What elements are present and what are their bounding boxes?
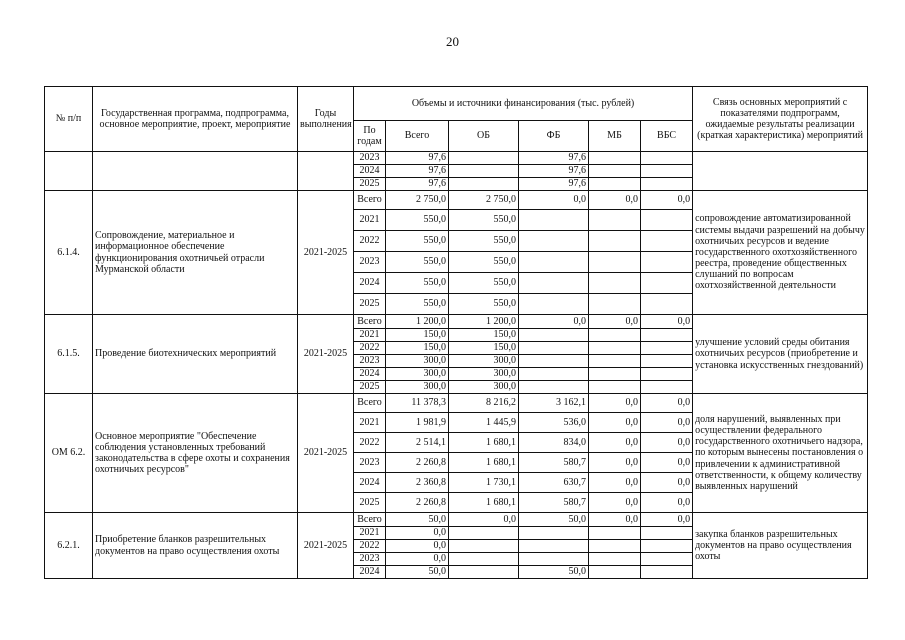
header-vbs: ВБС bbox=[641, 121, 693, 152]
year-cell: 2025 bbox=[354, 178, 386, 191]
total-cell: 300,0 bbox=[386, 381, 449, 394]
mb-cell: 0,0 bbox=[589, 493, 641, 513]
fb-cell: 536,0 bbox=[519, 413, 589, 433]
ob-cell: 1 680,1 bbox=[449, 433, 519, 453]
vbs-cell: 0,0 bbox=[641, 315, 693, 329]
table-body bbox=[45, 152, 868, 579]
mb-cell bbox=[589, 342, 641, 355]
measure-period: 2021-2025 bbox=[298, 394, 354, 513]
ob-cell: 550,0 bbox=[449, 252, 519, 273]
mb-cell bbox=[589, 355, 641, 368]
mb-cell: 0,0 bbox=[589, 433, 641, 453]
total-cell: 2 260,8 bbox=[386, 493, 449, 513]
mb-cell: 0,0 bbox=[589, 394, 641, 413]
header-program: Государственная программа, подпрограмма, основное мероприятие, проект, мероприятие bbox=[93, 87, 298, 152]
fb-cell bbox=[519, 329, 589, 342]
year-cell: 2021 bbox=[354, 413, 386, 433]
fb-cell bbox=[519, 342, 589, 355]
continuation-period-cell bbox=[298, 152, 354, 191]
mb-cell bbox=[589, 368, 641, 381]
mb-cell bbox=[589, 165, 641, 178]
mb-cell: 0,0 bbox=[589, 513, 641, 527]
year-cell: Всего bbox=[354, 394, 386, 413]
year-cell: 2024 bbox=[354, 165, 386, 178]
ob-cell: 8 216,2 bbox=[449, 394, 519, 413]
mb-cell bbox=[589, 540, 641, 553]
ob-cell: 0,0 bbox=[449, 513, 519, 527]
mb-cell: 0,0 bbox=[589, 191, 641, 210]
ob-cell: 1 730,1 bbox=[449, 473, 519, 493]
ob-cell: 1 680,1 bbox=[449, 453, 519, 473]
ob-cell bbox=[449, 553, 519, 566]
vbs-cell: 0,0 bbox=[641, 433, 693, 453]
fb-cell: 50,0 bbox=[519, 513, 589, 527]
year-cell: 2025 bbox=[354, 493, 386, 513]
vbs-cell bbox=[641, 368, 693, 381]
fb-cell bbox=[519, 540, 589, 553]
vbs-cell bbox=[641, 566, 693, 579]
measure-code: ОМ 6.2. bbox=[45, 394, 93, 513]
total-cell: 50,0 bbox=[386, 566, 449, 579]
total-cell: 97,6 bbox=[386, 178, 449, 191]
fb-cell: 0,0 bbox=[519, 315, 589, 329]
total-cell: 97,6 bbox=[386, 165, 449, 178]
ob-cell: 150,0 bbox=[449, 329, 519, 342]
year-cell: 2024 bbox=[354, 368, 386, 381]
vbs-cell bbox=[641, 342, 693, 355]
fb-cell: 3 162,1 bbox=[519, 394, 589, 413]
table-row bbox=[45, 315, 868, 329]
total-cell: 0,0 bbox=[386, 540, 449, 553]
fb-cell bbox=[519, 527, 589, 540]
ob-cell bbox=[449, 165, 519, 178]
measure-result: сопровождение автоматизированной системы выдачи разрешений на добычу охотничьих ресурсов и ведение государственного охотхозяйственного реестра, проведение общественных слушаний по вопросам охотхозяйственной деятельности bbox=[693, 191, 868, 315]
mb-cell bbox=[589, 178, 641, 191]
total-cell: 1 981,9 bbox=[386, 413, 449, 433]
fb-cell: 97,6 bbox=[519, 178, 589, 191]
vbs-cell: 0,0 bbox=[641, 453, 693, 473]
fb-cell bbox=[519, 368, 589, 381]
vbs-cell bbox=[641, 165, 693, 178]
year-cell: 2021 bbox=[354, 329, 386, 342]
header-link: Связь основных мероприятий с показателями подпрограмм, ожидаемые результаты реализации (краткая характеристика) мероприятий bbox=[693, 87, 868, 152]
vbs-cell bbox=[641, 273, 693, 294]
total-cell: 50,0 bbox=[386, 513, 449, 527]
ob-cell: 550,0 bbox=[449, 294, 519, 315]
year-cell: 2024 bbox=[354, 473, 386, 493]
vbs-cell bbox=[641, 152, 693, 165]
fb-cell bbox=[519, 273, 589, 294]
year-cell: 2025 bbox=[354, 294, 386, 315]
ob-cell: 550,0 bbox=[449, 273, 519, 294]
year-cell: 2022 bbox=[354, 231, 386, 252]
continuation-num-cell bbox=[45, 152, 93, 191]
table-row bbox=[45, 191, 868, 210]
year-cell: 2021 bbox=[354, 527, 386, 540]
year-cell: 2022 bbox=[354, 342, 386, 355]
total-cell: 2 750,0 bbox=[386, 191, 449, 210]
vbs-cell: 0,0 bbox=[641, 493, 693, 513]
vbs-cell bbox=[641, 210, 693, 231]
year-cell: 2021 bbox=[354, 210, 386, 231]
total-cell: 300,0 bbox=[386, 355, 449, 368]
total-cell: 97,6 bbox=[386, 152, 449, 165]
fb-cell: 97,6 bbox=[519, 165, 589, 178]
year-cell: 2023 bbox=[354, 152, 386, 165]
fb-cell: 97,6 bbox=[519, 152, 589, 165]
measure-period: 2021-2025 bbox=[298, 315, 354, 394]
total-cell: 11 378,3 bbox=[386, 394, 449, 413]
measure-name: Основное мероприятие "Обеспечение соблюдения установленных требований законодательства в сфере охоты и сохранения охотничьих ресурсов" bbox=[93, 394, 298, 513]
total-cell: 550,0 bbox=[386, 252, 449, 273]
vbs-cell bbox=[641, 355, 693, 368]
continuation-result-cell bbox=[693, 152, 868, 191]
header-total: Всего bbox=[386, 121, 449, 152]
header-num: № п/п bbox=[45, 87, 93, 152]
fb-cell bbox=[519, 252, 589, 273]
ob-cell: 300,0 bbox=[449, 368, 519, 381]
year-cell: 2023 bbox=[354, 355, 386, 368]
header-mb: МБ bbox=[589, 121, 641, 152]
fb-cell bbox=[519, 355, 589, 368]
fb-cell bbox=[519, 231, 589, 252]
page-number: 20 bbox=[446, 34, 459, 49]
total-cell: 550,0 bbox=[386, 210, 449, 231]
measure-result: закупка бланков разрешительных документов на право осуществления охоты bbox=[693, 513, 868, 579]
total-cell: 550,0 bbox=[386, 231, 449, 252]
fb-cell: 580,7 bbox=[519, 493, 589, 513]
ob-cell bbox=[449, 566, 519, 579]
ob-cell: 2 750,0 bbox=[449, 191, 519, 210]
mb-cell: 0,0 bbox=[589, 413, 641, 433]
year-cell: 2022 bbox=[354, 540, 386, 553]
mb-cell bbox=[589, 381, 641, 394]
vbs-cell: 0,0 bbox=[641, 413, 693, 433]
header-by-years: По годам bbox=[354, 121, 386, 152]
year-cell: 2023 bbox=[354, 553, 386, 566]
ob-cell bbox=[449, 178, 519, 191]
total-cell: 2 360,8 bbox=[386, 473, 449, 493]
measure-period: 2021-2025 bbox=[298, 191, 354, 315]
header-fb: ФБ bbox=[519, 121, 589, 152]
header-financing: Объемы и источники финансирования (тыс. рублей) bbox=[354, 87, 693, 121]
table-row bbox=[45, 394, 868, 413]
year-cell: Всего bbox=[354, 191, 386, 210]
total-cell: 0,0 bbox=[386, 527, 449, 540]
ob-cell bbox=[449, 540, 519, 553]
year-cell: 2023 bbox=[354, 453, 386, 473]
fb-cell bbox=[519, 381, 589, 394]
table-row bbox=[45, 513, 868, 527]
ob-cell: 300,0 bbox=[449, 381, 519, 394]
total-cell: 2 260,8 bbox=[386, 453, 449, 473]
header-ob: ОБ bbox=[449, 121, 519, 152]
measure-name: Приобретение бланков разрешительных документов на право осуществления охоты bbox=[93, 513, 298, 579]
fb-cell: 834,0 bbox=[519, 433, 589, 453]
measure-code: 6.1.4. bbox=[45, 191, 93, 315]
vbs-cell bbox=[641, 381, 693, 394]
measure-code: 6.2.1. bbox=[45, 513, 93, 579]
total-cell: 550,0 bbox=[386, 273, 449, 294]
total-cell: 2 514,1 bbox=[386, 433, 449, 453]
total-cell: 150,0 bbox=[386, 329, 449, 342]
total-cell: 150,0 bbox=[386, 342, 449, 355]
total-cell: 1 200,0 bbox=[386, 315, 449, 329]
vbs-cell: 0,0 bbox=[641, 513, 693, 527]
fb-cell bbox=[519, 553, 589, 566]
continuation-name-cell bbox=[93, 152, 298, 191]
vbs-cell bbox=[641, 252, 693, 273]
fb-cell: 580,7 bbox=[519, 453, 589, 473]
fb-cell bbox=[519, 210, 589, 231]
total-cell: 550,0 bbox=[386, 294, 449, 315]
ob-cell: 550,0 bbox=[449, 210, 519, 231]
mb-cell bbox=[589, 210, 641, 231]
year-cell: 2025 bbox=[354, 381, 386, 394]
measure-result: доля нарушений, выявленных при осуществлении федерального государственного охотничьего надзора, по которым вынесены постановления о привлечении к административной ответственности, к общему количеству выявленных нарушений bbox=[693, 394, 868, 513]
ob-cell: 1 680,1 bbox=[449, 493, 519, 513]
total-cell: 300,0 bbox=[386, 368, 449, 381]
vbs-cell bbox=[641, 231, 693, 252]
year-cell: 2023 bbox=[354, 252, 386, 273]
ob-cell: 1 445,9 bbox=[449, 413, 519, 433]
vbs-cell bbox=[641, 527, 693, 540]
mb-cell bbox=[589, 553, 641, 566]
mb-cell bbox=[589, 527, 641, 540]
mb-cell bbox=[589, 273, 641, 294]
vbs-cell bbox=[641, 329, 693, 342]
year-cell: Всего bbox=[354, 513, 386, 527]
year-cell: 2022 bbox=[354, 433, 386, 453]
mb-cell bbox=[589, 231, 641, 252]
measure-code: 6.1.5. bbox=[45, 315, 93, 394]
year-cell: 2024 bbox=[354, 566, 386, 579]
vbs-cell: 0,0 bbox=[641, 394, 693, 413]
fb-cell bbox=[519, 294, 589, 315]
ob-cell: 550,0 bbox=[449, 231, 519, 252]
vbs-cell bbox=[641, 540, 693, 553]
fb-cell: 50,0 bbox=[519, 566, 589, 579]
ob-cell bbox=[449, 152, 519, 165]
mb-cell bbox=[589, 152, 641, 165]
ob-cell bbox=[449, 527, 519, 540]
mb-cell: 0,0 bbox=[589, 473, 641, 493]
vbs-cell bbox=[641, 553, 693, 566]
mb-cell: 0,0 bbox=[589, 453, 641, 473]
ob-cell: 150,0 bbox=[449, 342, 519, 355]
ob-cell: 300,0 bbox=[449, 355, 519, 368]
fb-cell: 630,7 bbox=[519, 473, 589, 493]
measure-name: Проведение биотехнических мероприятий bbox=[93, 315, 298, 394]
financing-table bbox=[44, 86, 868, 579]
measure-result: улучшение условий среды обитания охотничьих ресурсов (приобретение и установка искусственных гнездований) bbox=[693, 315, 868, 394]
mb-cell bbox=[589, 294, 641, 315]
total-cell: 0,0 bbox=[386, 553, 449, 566]
year-cell: Всего bbox=[354, 315, 386, 329]
ob-cell: 1 200,0 bbox=[449, 315, 519, 329]
fb-cell: 0,0 bbox=[519, 191, 589, 210]
year-cell: 2024 bbox=[354, 273, 386, 294]
header-years: Годы выполнения bbox=[298, 87, 354, 152]
vbs-cell: 0,0 bbox=[641, 191, 693, 210]
mb-cell bbox=[589, 329, 641, 342]
vbs-cell: 0,0 bbox=[641, 473, 693, 493]
mb-cell bbox=[589, 566, 641, 579]
mb-cell: 0,0 bbox=[589, 315, 641, 329]
mb-cell bbox=[589, 252, 641, 273]
measure-period: 2021-2025 bbox=[298, 513, 354, 579]
vbs-cell bbox=[641, 294, 693, 315]
measure-name: Сопровождение, материальное и информационное обеспечение функционирования охотничьей отрасли Мурманской области bbox=[93, 191, 298, 315]
vbs-cell bbox=[641, 178, 693, 191]
table-row bbox=[45, 152, 868, 165]
